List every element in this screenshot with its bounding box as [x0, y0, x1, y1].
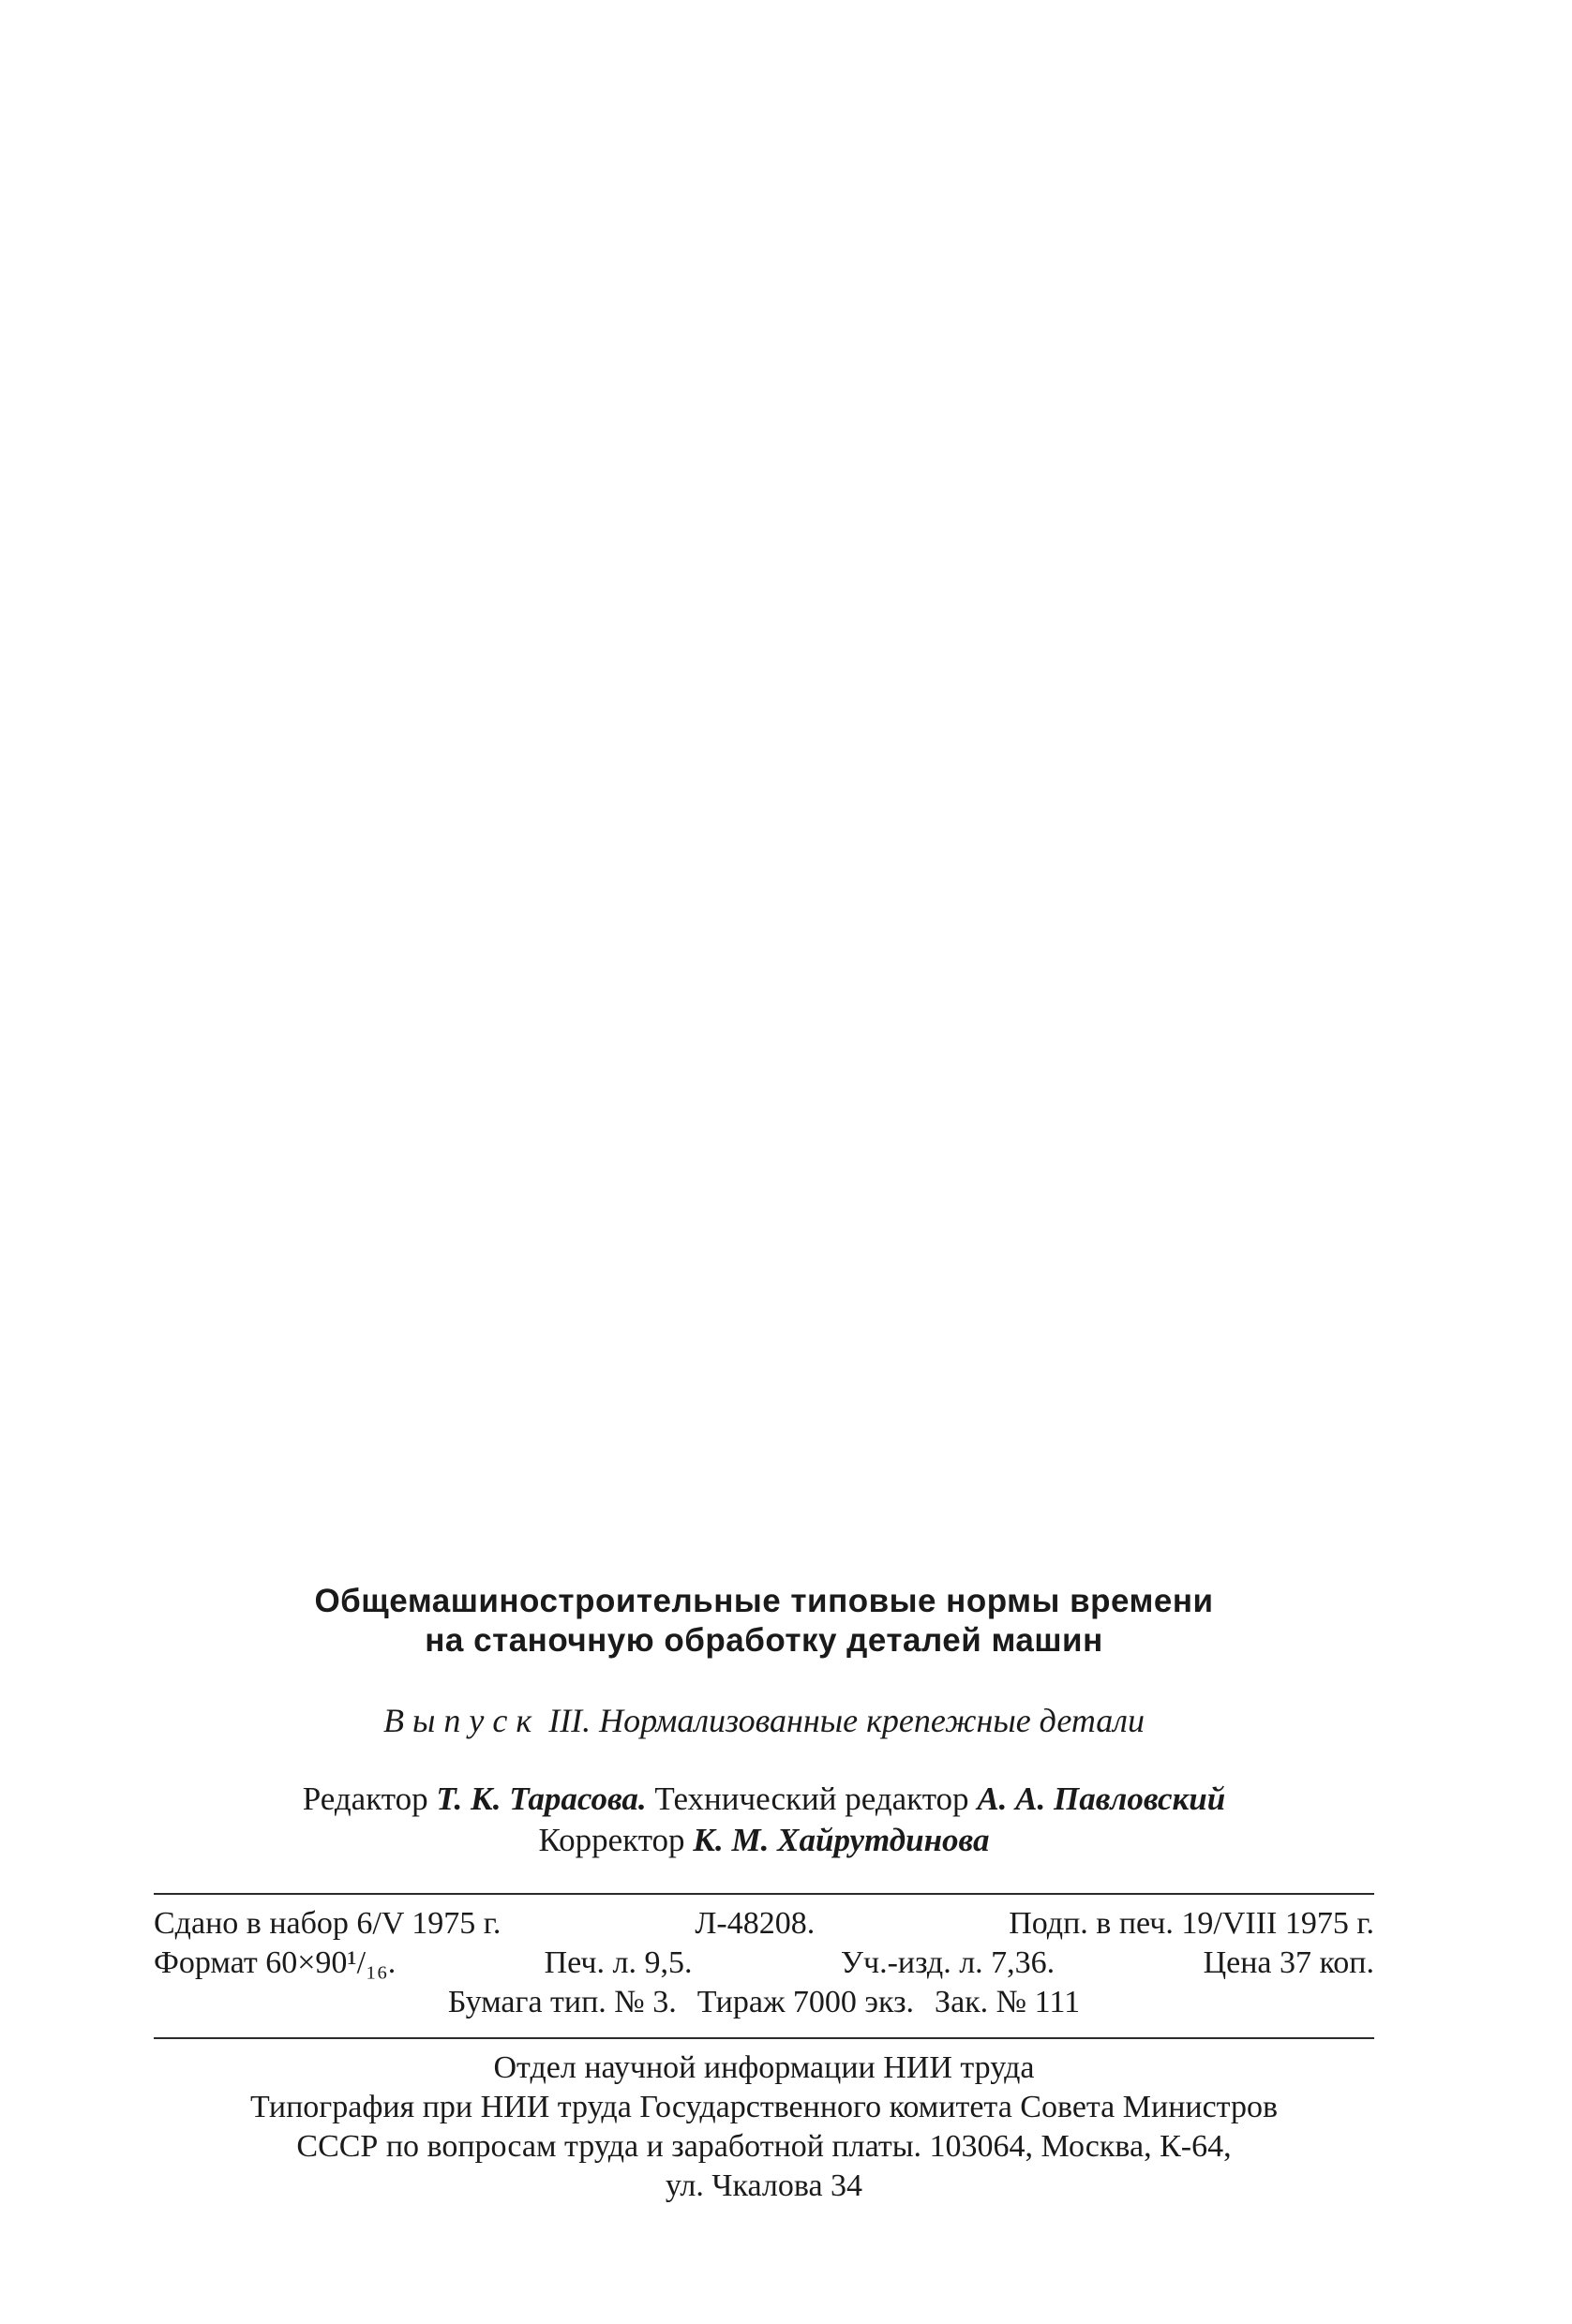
printer-department: Отдел научной информации НИИ труда — [493, 2050, 1035, 2085]
tech-editor-name: А. А. Павловский — [977, 1780, 1226, 1817]
printer-line-1: Типография при НИИ труда Государственного комитета Совета Министров — [249, 2090, 1279, 2124]
pub-order: Зак. № 111 — [935, 1985, 1081, 2019]
divider-bottom — [154, 2037, 1374, 2039]
printer-info — [150, 2048, 1378, 2206]
publication-row-2 — [150, 1944, 1378, 1983]
staff-line-2 — [150, 1820, 1378, 1861]
book-title — [150, 1582, 1378, 1661]
publication-row-3 — [150, 1983, 1378, 2022]
tech-editor-label: Технический редактор — [654, 1780, 969, 1817]
corrector-name: К. М. Хайрутдинова — [693, 1822, 990, 1858]
issue-subtitle — [150, 1700, 1378, 1741]
pub-paper: Бумага тип. № 3. — [447, 1985, 677, 2019]
printer-line-3: ул. Чкалова 34 — [665, 2168, 863, 2203]
colophon — [150, 1582, 1378, 2206]
pub-print-sheets: Печ. л. 9,5. — [544, 1945, 693, 1980]
pub-format: Формат 60×90¹/₁₆. — [154, 1945, 397, 1980]
publication-row-1 — [150, 1904, 1378, 1944]
editor-name: Т. К. Тарасова. — [436, 1780, 647, 1817]
book-title-line-1: Общемашиностроительные типовые нормы времени — [314, 1583, 1214, 1619]
book-title-line-2: на станочную обработку деталей машин — [425, 1622, 1103, 1659]
editor-label: Редактор — [302, 1780, 428, 1817]
staff-credits — [150, 1779, 1378, 1861]
printer-line-2: СССР по вопросам труда и заработной платы. 103064, Москва, К-64, — [296, 2129, 1232, 2164]
staff-line-1 — [150, 1779, 1378, 1820]
issue-prefix: Выпуск — [383, 1702, 541, 1739]
pub-price: Цена 37 коп. — [1203, 1945, 1374, 1980]
pub-signed: Подп. в печ. 19/VIII 1975 г. — [1009, 1906, 1374, 1941]
divider-top — [154, 1893, 1374, 1895]
pub-submitted: Сдано в набор 6/V 1975 г. — [154, 1906, 502, 1941]
publication-details — [150, 1904, 1378, 2022]
pub-circulation: Тираж 7000 экз. — [696, 1985, 915, 2019]
pub-edit-sheets: Уч.-изд. л. 7,36. — [840, 1945, 1055, 1980]
pub-license: Л-48208. — [695, 1906, 816, 1941]
issue-text: III. Нормализованные крепежные детали — [548, 1702, 1145, 1739]
corrector-label: Корректор — [538, 1822, 685, 1858]
